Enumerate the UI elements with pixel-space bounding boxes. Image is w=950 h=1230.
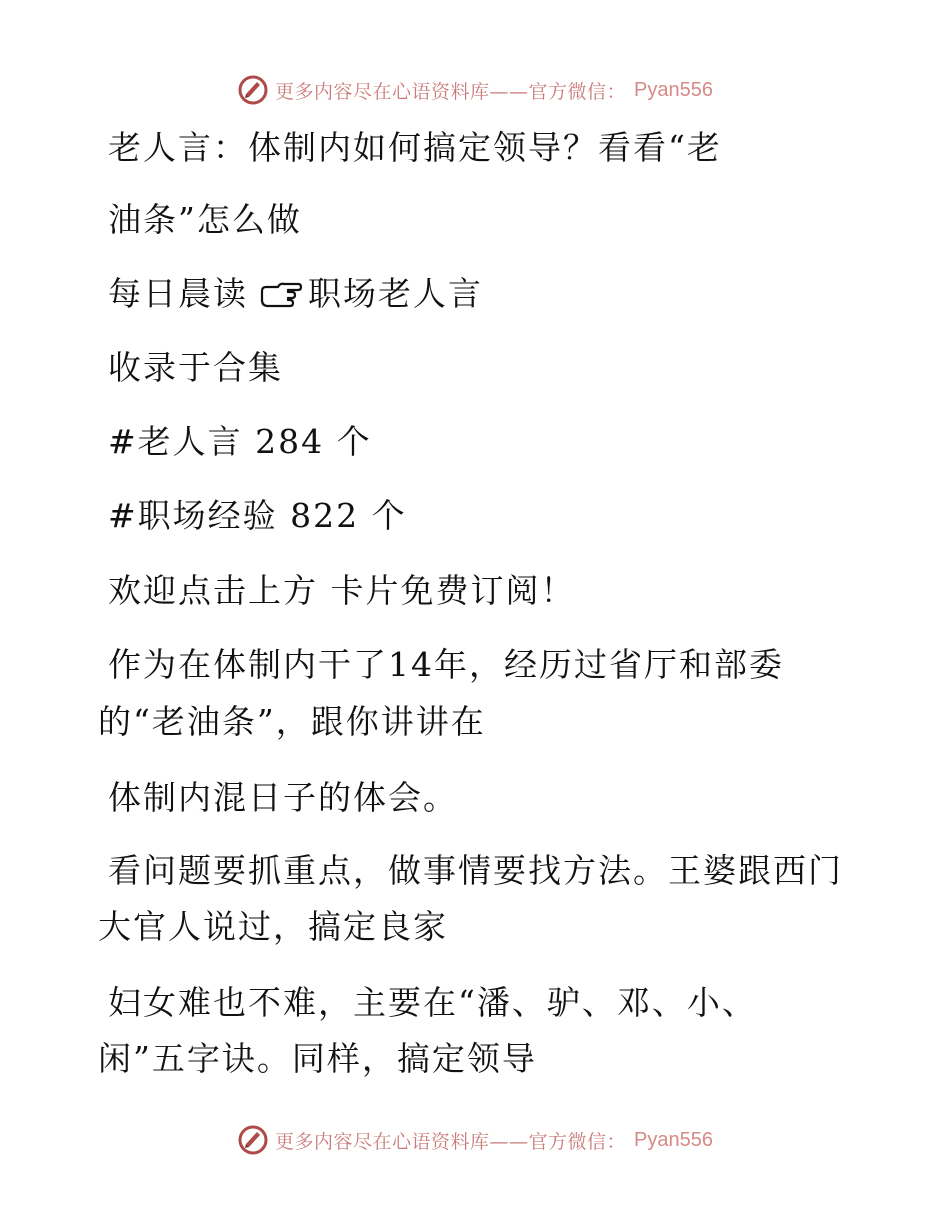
banner-handle: Pyan556 — [634, 1128, 713, 1151]
subscribe-line: 欢迎点击上方 卡片免费订阅！ — [108, 571, 576, 610]
para-1-line-3: 体制内混日子的体会。 — [108, 778, 458, 817]
para-2-line-1: 看问题要抓重点，做事情要找方法。王婆跟西门 — [108, 851, 843, 890]
logo-icon — [237, 1124, 269, 1156]
banner-handle: Pyan556 — [634, 78, 713, 101]
para-2-line-3: 妇女难也不难，主要在“潘、驴、邓、小、 — [108, 983, 757, 1022]
tag-laorenyan[interactable]: #老人言 284 个 — [108, 422, 372, 461]
tag-career-experience[interactable]: #职场经验 822 个 — [108, 496, 407, 535]
morning-reading-label: 每日晨读 — [108, 274, 248, 313]
column-name: 职场老人言 — [308, 274, 483, 313]
para-1-line-2: 的“老油条”，跟你讲讲在 — [98, 702, 486, 741]
footer-watermark — [0, 1120, 950, 1160]
header-watermark — [0, 70, 950, 110]
banner-text: 更多内容尽在心语资料库——官方微信： — [275, 1130, 627, 1153]
morning-reading-line — [108, 274, 483, 314]
title-line-1: 老人言：体制内如何搞定领导？看看“老 — [108, 128, 722, 167]
collection-label: 收录于合集 — [108, 348, 283, 387]
pointing-hand-icon — [258, 279, 302, 309]
banner-text: 更多内容尽在心语资料库——官方微信： — [275, 80, 627, 103]
para-1-line-1: 作为在体制内干了14年，经历过省厅和部委 — [108, 645, 784, 684]
para-2-line-4: 闲”五字诀。同样，搞定领导 — [98, 1039, 537, 1078]
title-line-2: 油条”怎么做 — [108, 200, 302, 239]
para-2-line-2: 大官人说过，搞定良家 — [98, 907, 448, 946]
logo-icon — [237, 74, 269, 106]
